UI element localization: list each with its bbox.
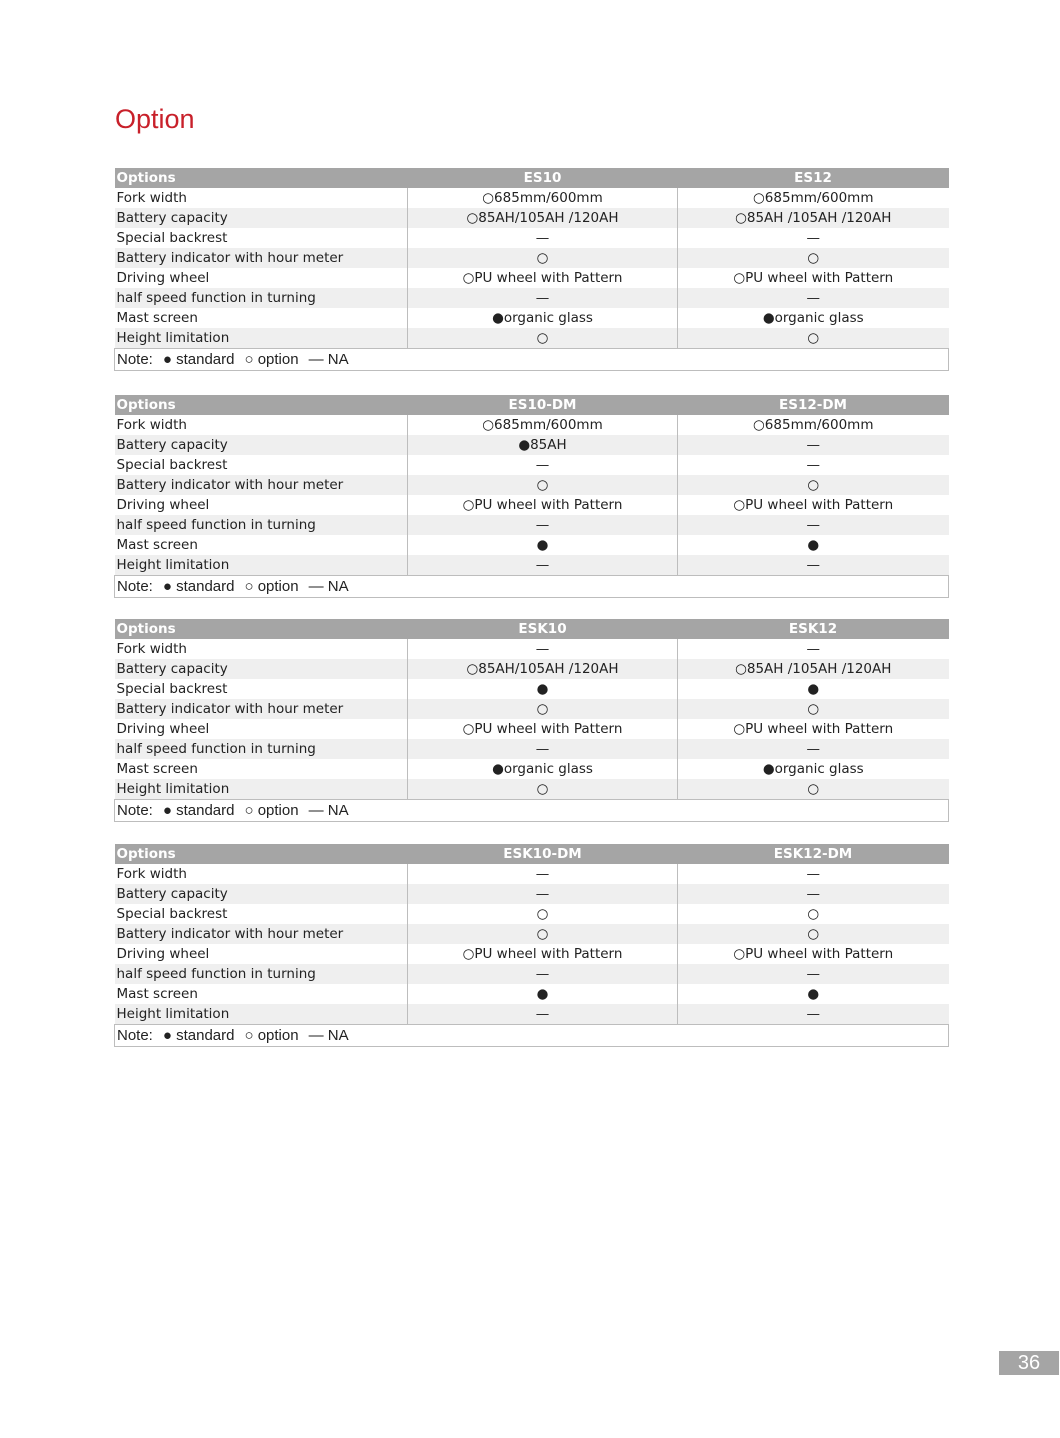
table-row: [115, 739, 949, 759]
table-header-row: [115, 168, 949, 188]
note-prefix: Note:: [117, 350, 153, 368]
cell-value: —: [678, 515, 949, 535]
note-option: ○ option: [244, 577, 299, 595]
page-title: Option: [115, 104, 195, 134]
table-row: [115, 248, 949, 268]
cell-value: ○: [408, 924, 678, 944]
header-model-1: ESK10: [408, 619, 678, 639]
table-row: [115, 288, 949, 308]
cell-value: ○685mm/600mm: [678, 415, 949, 435]
options-table-es10dm-es12dm: [114, 395, 949, 598]
options-table-esk10dm-esk12dm: [114, 844, 949, 1047]
cell-value: ○: [678, 699, 949, 719]
cell-value: ○: [678, 904, 949, 924]
header-model-2: ES12-DM: [678, 395, 949, 415]
row-label: Special backrest: [115, 904, 408, 924]
options-table-esk10-esk12: [114, 619, 949, 822]
note-standard: ● standard: [162, 577, 235, 595]
cell-value: ●organic glass: [678, 308, 949, 328]
cell-value: ○PU wheel with Pattern: [678, 495, 949, 515]
table-row: [115, 328, 949, 349]
cell-value: —: [678, 455, 949, 475]
table-row: [115, 188, 949, 208]
cell-value: —: [678, 884, 949, 904]
cell-value: —: [678, 288, 949, 308]
header-options: Options: [115, 168, 408, 188]
cell-value: ○: [408, 904, 678, 924]
table-row: [115, 659, 949, 679]
cell-value: ○: [408, 475, 678, 495]
table-row: [115, 308, 949, 328]
row-label: half speed function in turning: [115, 288, 408, 308]
note-option: ○ option: [244, 1026, 299, 1044]
legend-note-row: [115, 1025, 949, 1047]
row-label: Mast screen: [115, 759, 408, 779]
table-row: [115, 964, 949, 984]
cell-value: —: [678, 739, 949, 759]
row-label: Driving wheel: [115, 268, 408, 288]
cell-value: —: [408, 964, 678, 984]
cell-value: ○: [408, 248, 678, 268]
cell-value: ○PU wheel with Pattern: [408, 944, 678, 964]
cell-value: ○: [678, 248, 949, 268]
header-model-2: ESK12-DM: [678, 844, 949, 864]
cell-value: ○: [408, 779, 678, 800]
cell-value: ○PU wheel with Pattern: [678, 268, 949, 288]
note-prefix: Note:: [117, 801, 153, 819]
cell-value: —: [408, 288, 678, 308]
header-model-1: ESK10-DM: [408, 844, 678, 864]
cell-value: ○85AH /105AH /120AH: [678, 208, 949, 228]
header-model-2: ESK12: [678, 619, 949, 639]
table-row: [115, 639, 949, 659]
row-label: Battery indicator with hour meter: [115, 248, 408, 268]
legend-note: [115, 800, 949, 822]
header-model-1: ES10-DM: [408, 395, 678, 415]
row-label: Fork width: [115, 639, 408, 659]
table-row: [115, 984, 949, 1004]
note-na: — NA: [308, 1026, 349, 1044]
note-na: — NA: [308, 350, 349, 368]
row-label: Battery indicator with hour meter: [115, 924, 408, 944]
table-row: [115, 515, 949, 535]
cell-value: —: [678, 555, 949, 576]
row-label: Battery indicator with hour meter: [115, 699, 408, 719]
row-label: Fork width: [115, 415, 408, 435]
note-option: ○ option: [244, 350, 299, 368]
row-label: Driving wheel: [115, 944, 408, 964]
cell-value: —: [408, 739, 678, 759]
table-row: [115, 679, 949, 699]
row-label: Battery indicator with hour meter: [115, 475, 408, 495]
page-number: 36: [999, 1351, 1059, 1375]
legend-note: [115, 576, 949, 598]
row-label: Fork width: [115, 864, 408, 884]
cell-value: —: [678, 1004, 949, 1025]
cell-value: ○: [678, 924, 949, 944]
cell-value: ●organic glass: [408, 759, 678, 779]
cell-value: ●organic glass: [678, 759, 949, 779]
row-label: Special backrest: [115, 455, 408, 475]
table-row: [115, 759, 949, 779]
table-row: [115, 535, 949, 555]
table-header-row: [115, 844, 949, 864]
cell-value: ○: [678, 779, 949, 800]
row-label: half speed function in turning: [115, 739, 408, 759]
cell-value: ○PU wheel with Pattern: [408, 495, 678, 515]
cell-value: ○85AH /105AH /120AH: [678, 659, 949, 679]
cell-value: ○685mm/600mm: [408, 188, 678, 208]
cell-value: ○PU wheel with Pattern: [678, 944, 949, 964]
cell-value: —: [408, 555, 678, 576]
cell-value: ○: [678, 328, 949, 349]
cell-value: ●: [408, 535, 678, 555]
table-row: [115, 435, 949, 455]
cell-value: —: [678, 964, 949, 984]
note-standard: ● standard: [162, 1026, 235, 1044]
note-standard: ● standard: [162, 350, 235, 368]
cell-value: —: [678, 228, 949, 248]
cell-value: ○PU wheel with Pattern: [408, 719, 678, 739]
header-model-2: ES12: [678, 168, 949, 188]
row-label: Mast screen: [115, 308, 408, 328]
table-row: [115, 944, 949, 964]
table-row: [115, 779, 949, 800]
header-model-1: ES10: [408, 168, 678, 188]
cell-value: ○: [408, 699, 678, 719]
row-label: Battery capacity: [115, 884, 408, 904]
cell-value: —: [678, 435, 949, 455]
table-row: [115, 555, 949, 576]
legend-note-row: [115, 349, 949, 371]
table-row: [115, 924, 949, 944]
table-row: [115, 455, 949, 475]
row-label: Height limitation: [115, 779, 408, 800]
legend-note: [115, 349, 949, 371]
cell-value: ●: [678, 535, 949, 555]
cell-value: ●: [408, 984, 678, 1004]
table-row: [115, 719, 949, 739]
table-row: [115, 208, 949, 228]
row-label: Mast screen: [115, 535, 408, 555]
row-label: Driving wheel: [115, 495, 408, 515]
table-row: [115, 1004, 949, 1025]
note-na: — NA: [308, 577, 349, 595]
cell-value: —: [408, 228, 678, 248]
cell-value: ●organic glass: [408, 308, 678, 328]
cell-value: ●85AH: [408, 435, 678, 455]
table-row: [115, 415, 949, 435]
header-options: Options: [115, 844, 408, 864]
table-row: [115, 495, 949, 515]
cell-value: ●: [678, 984, 949, 1004]
header-options: Options: [115, 619, 408, 639]
cell-value: ○685mm/600mm: [678, 188, 949, 208]
row-label: Special backrest: [115, 228, 408, 248]
table-row: [115, 699, 949, 719]
table-row: [115, 475, 949, 495]
table-header-row: [115, 395, 949, 415]
row-label: Driving wheel: [115, 719, 408, 739]
cell-value: —: [408, 884, 678, 904]
row-label: Height limitation: [115, 555, 408, 576]
cell-value: —: [408, 1004, 678, 1025]
row-label: Battery capacity: [115, 435, 408, 455]
row-label: Fork width: [115, 188, 408, 208]
row-label: Mast screen: [115, 984, 408, 1004]
table-row: [115, 864, 949, 884]
cell-value: ○PU wheel with Pattern: [408, 268, 678, 288]
row-label: Height limitation: [115, 1004, 408, 1025]
cell-value: —: [408, 515, 678, 535]
row-label: half speed function in turning: [115, 515, 408, 535]
table-row: [115, 268, 949, 288]
note-standard: ● standard: [162, 801, 235, 819]
options-table-es10-es12: [114, 168, 949, 371]
legend-note-row: [115, 800, 949, 822]
cell-value: ○85AH/105AH /120AH: [408, 208, 678, 228]
table-header-row: [115, 619, 949, 639]
header-options: Options: [115, 395, 408, 415]
legend-note-row: [115, 576, 949, 598]
cell-value: ○: [408, 328, 678, 349]
cell-value: ●: [408, 679, 678, 699]
cell-value: ●: [678, 679, 949, 699]
legend-note: [115, 1025, 949, 1047]
note-na: — NA: [308, 801, 349, 819]
row-label: Battery capacity: [115, 208, 408, 228]
note-prefix: Note:: [117, 1026, 153, 1044]
cell-value: ○: [678, 475, 949, 495]
cell-value: —: [408, 864, 678, 884]
cell-value: —: [408, 639, 678, 659]
row-label: Special backrest: [115, 679, 408, 699]
row-label: Height limitation: [115, 328, 408, 349]
note-option: ○ option: [244, 801, 299, 819]
cell-value: —: [678, 864, 949, 884]
cell-value: —: [678, 639, 949, 659]
row-label: half speed function in turning: [115, 964, 408, 984]
cell-value: ○85AH/105AH /120AH: [408, 659, 678, 679]
cell-value: ○PU wheel with Pattern: [678, 719, 949, 739]
cell-value: —: [408, 455, 678, 475]
table-row: [115, 904, 949, 924]
table-row: [115, 228, 949, 248]
table-row: [115, 884, 949, 904]
row-label: Battery capacity: [115, 659, 408, 679]
cell-value: ○685mm/600mm: [408, 415, 678, 435]
note-prefix: Note:: [117, 577, 153, 595]
